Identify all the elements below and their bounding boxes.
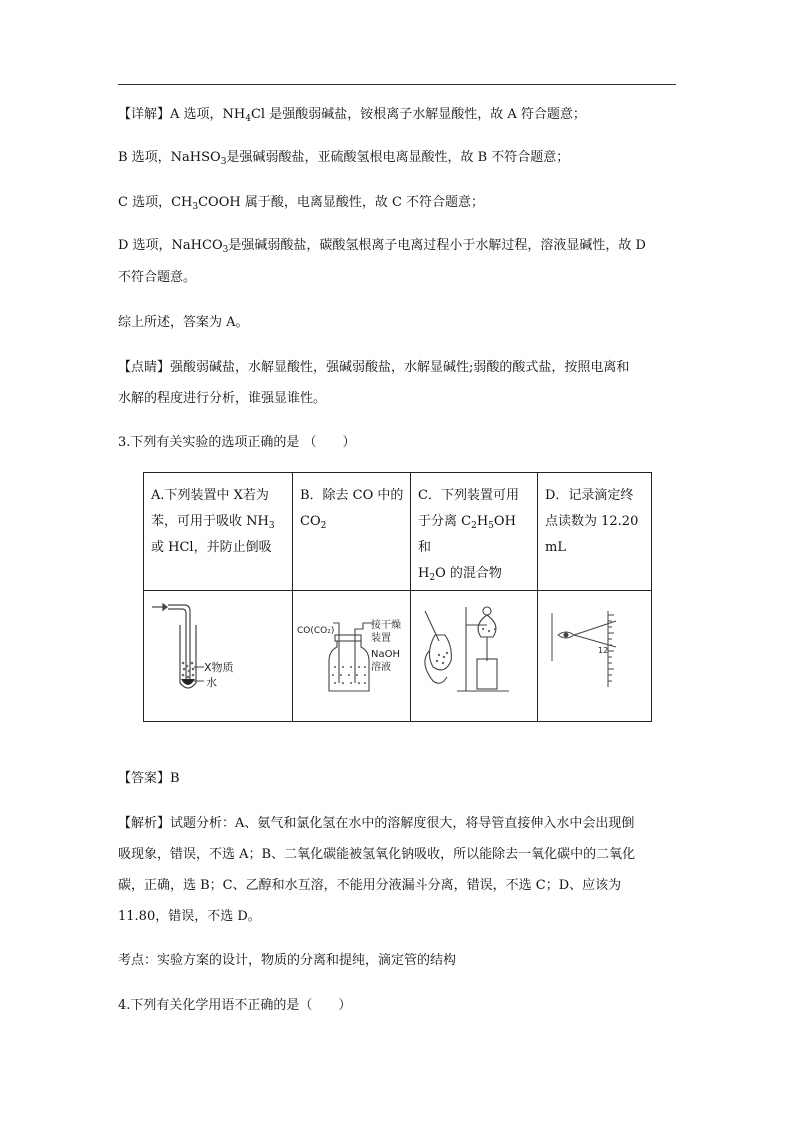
sight-lines bbox=[574, 621, 616, 647]
text: CO bbox=[300, 514, 321, 529]
option-d-line-1: D．记录滴定终 bbox=[545, 488, 634, 503]
option-c-line-1: C．下列装置可用 bbox=[418, 488, 519, 503]
option-a-cell bbox=[144, 473, 293, 591]
detail-label: 【详解】 bbox=[118, 107, 171, 122]
figure-d-cell bbox=[538, 591, 652, 722]
liquid-dots bbox=[182, 662, 195, 679]
detail-summary: 综上所述，答案为 A。 bbox=[118, 315, 249, 330]
text: 苯，可用于吸收 NH bbox=[151, 514, 269, 529]
subscript: 4 bbox=[245, 114, 251, 124]
subscript: 3 bbox=[220, 157, 227, 167]
hand-funnel-stem bbox=[425, 611, 439, 641]
text: 于分离 C bbox=[418, 514, 472, 529]
text: 试题分析：A、氨气和氯化氢在水中的溶解度很大，将导管直接伸入水中会出现倒 bbox=[170, 816, 635, 831]
label-dry-2: 装置 bbox=[371, 633, 391, 644]
point-line-1 bbox=[118, 354, 678, 382]
bottle-liquid-dots bbox=[332, 666, 366, 684]
arrow-head bbox=[163, 604, 167, 610]
subscript: 2 bbox=[429, 573, 436, 583]
label-dry-1: 接干燥 bbox=[371, 620, 401, 631]
text: B 选项，NaHSO bbox=[118, 150, 221, 165]
beaker bbox=[477, 659, 497, 689]
text: D 选项，NaHCO bbox=[118, 238, 223, 253]
analysis-line-4: 11.80，错误，不选 D。 bbox=[118, 909, 261, 924]
test-tube bbox=[180, 625, 196, 688]
option-a-line-3: 或 HCl，并防止倒吸 bbox=[151, 540, 272, 555]
option-b-line-1: B．除去 CO 中的 bbox=[300, 488, 404, 503]
option-c-line-2 bbox=[418, 509, 531, 561]
option-d-line-2: 点读数为 12.20 bbox=[545, 514, 639, 529]
option-c-cell bbox=[411, 473, 538, 591]
text: O 的混合物 bbox=[435, 566, 502, 581]
inner-tube-outer bbox=[168, 605, 190, 679]
text: H bbox=[476, 514, 489, 529]
figure-c-cell bbox=[411, 591, 538, 722]
hand-outline bbox=[425, 651, 447, 683]
options-table bbox=[143, 472, 652, 722]
option-c-line-3 bbox=[418, 561, 531, 587]
label-naoh: NaOH bbox=[371, 649, 400, 660]
text: A 选项，NH bbox=[170, 107, 246, 122]
answer-line bbox=[118, 765, 678, 793]
analysis-label: 【解析】 bbox=[118, 816, 171, 831]
subscript: 5 bbox=[488, 521, 494, 531]
funnel-bulb bbox=[478, 615, 496, 637]
detail-line-d2: 不符合题意。 bbox=[118, 270, 197, 285]
funnel-stopper bbox=[483, 607, 491, 615]
option-b-line-2 bbox=[300, 509, 404, 535]
text: 是强碱弱酸盐，碳酸氢根离子电离过程小于水解过程，溶液显碱性，故 D bbox=[228, 238, 646, 253]
analysis-line-1 bbox=[118, 810, 678, 838]
figure-a-cell bbox=[144, 591, 293, 722]
detail-line-d bbox=[118, 232, 678, 260]
text: C 选项，CH bbox=[118, 195, 193, 210]
subscript: 3 bbox=[268, 521, 275, 531]
subscript: 2 bbox=[471, 521, 477, 531]
label-gas-in: CO(CO₂) bbox=[297, 626, 335, 636]
analysis-line-2: 吸现象，错误，不选 A；B、二氧化碳能被氢氧化钠吸收，所以能除去一氧化碳中的二氧化 bbox=[118, 847, 636, 862]
burette-reading-figure bbox=[538, 591, 651, 717]
question-4-title: 4.下列有关化学用语不正确的是（ ） bbox=[118, 998, 352, 1013]
subscript: 3 bbox=[222, 245, 229, 255]
text: Cl 是强酸弱碱盐，铵根离子水解显酸性，故 A 符合题意； bbox=[250, 107, 586, 122]
option-b-cell bbox=[293, 473, 411, 591]
separatory-funnel-figure bbox=[411, 591, 537, 717]
option-a-line-1: A.下列装置中 X若为 bbox=[151, 488, 269, 503]
figure-b-cell bbox=[293, 591, 411, 722]
label-x-substance: X物质 bbox=[204, 661, 234, 674]
kaodian-line: 考点：实验方案的设计，物质的分离和提纯，滴定管的结构 bbox=[118, 953, 457, 968]
scale-ticks bbox=[608, 615, 614, 681]
point-label: 【点睛】 bbox=[118, 360, 171, 375]
detail-line-a bbox=[118, 101, 678, 129]
text: 是强碱弱酸盐，亚硫酸氢根电离显酸性，故 B 不符合题意； bbox=[226, 150, 570, 165]
scale-label: 12 bbox=[598, 646, 609, 655]
label-water: 水 bbox=[206, 676, 217, 689]
subscript: 2 bbox=[320, 521, 327, 531]
option-a-line-2 bbox=[151, 509, 286, 535]
absorption-tube-figure bbox=[144, 591, 292, 717]
bottom-layer bbox=[181, 679, 195, 685]
gas-washing-bottle-figure bbox=[293, 591, 410, 717]
subscript: 3 bbox=[192, 202, 199, 212]
question-3-title: 3.下列有关实验的选项正确的是 （ ） bbox=[118, 435, 356, 450]
answer-label: 【答案】 bbox=[118, 771, 171, 786]
detail-line-c bbox=[118, 189, 678, 217]
option-d-cell bbox=[538, 473, 652, 591]
eye-pupil bbox=[564, 633, 568, 637]
text: 强酸弱碱盐，水解显酸性，强碱弱酸盐，水解显碱性;弱酸的酸式盐，按照电离和 bbox=[170, 360, 630, 375]
text: H bbox=[418, 566, 430, 581]
answer-value: B bbox=[170, 771, 180, 786]
label-solution: 溶液 bbox=[371, 662, 391, 673]
detail-line-b bbox=[118, 144, 678, 172]
option-d-line-3: mL bbox=[545, 540, 566, 555]
analysis-line-3: 碳，正确，选 B；C、乙醇和水互溶，不能用分液漏斗分离，错误，不选 C；D、应该为 bbox=[118, 878, 622, 893]
header-rule bbox=[118, 84, 676, 85]
text: OH 和 bbox=[418, 514, 516, 555]
text: COOH 属于酸，电离显酸性，故 C 不符合题意； bbox=[198, 195, 485, 210]
point-line-2: 水解的程度进行分析，谁强显谁性。 bbox=[118, 391, 327, 406]
hand-held-funnel bbox=[429, 635, 451, 670]
